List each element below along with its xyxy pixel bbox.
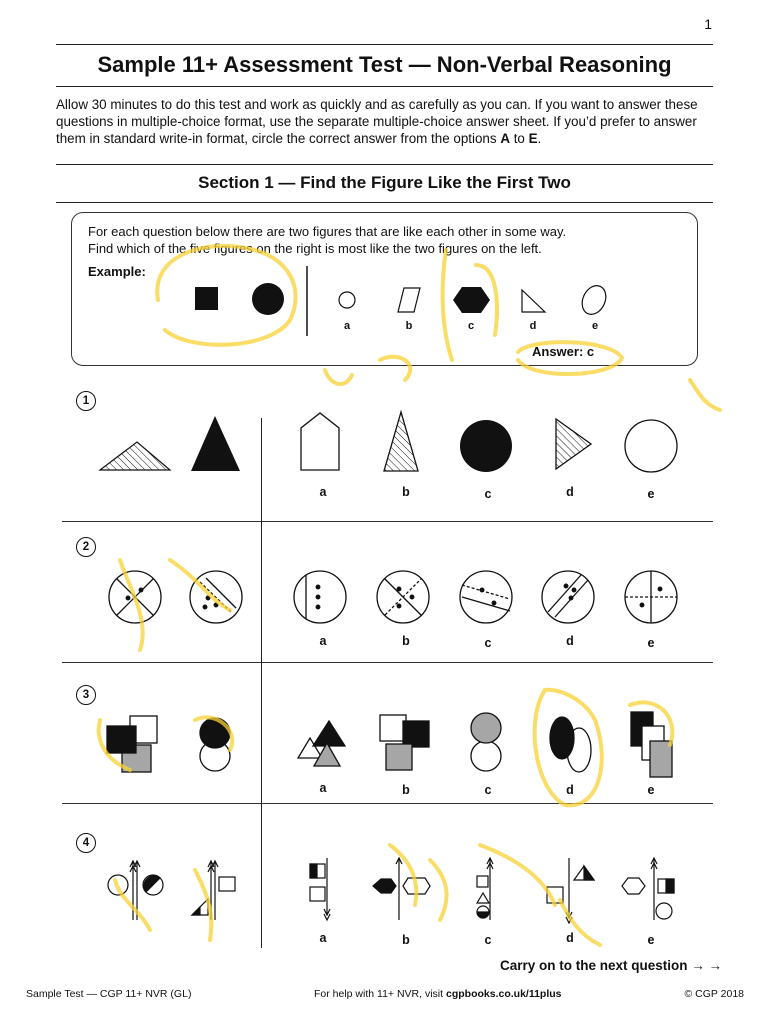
q4-option-c-square — [477, 876, 488, 887]
footer-link[interactable]: cgpbooks.co.uk/11plus — [445, 988, 562, 1000]
q3-figure-2-black-circle — [200, 718, 230, 748]
q2-option-c-circle — [460, 571, 512, 623]
q4-option-e-circle — [656, 903, 672, 919]
q4-figure-2-square — [219, 877, 235, 891]
q4-option-b-black-hexagon — [373, 879, 396, 893]
question-1-number: 1 — [76, 391, 96, 411]
q3-option-d-label: d — [566, 783, 574, 797]
q4-option-c-label: c — [484, 933, 492, 947]
footer-center — [314, 988, 562, 1000]
q2-option-d-label: d — [566, 634, 574, 648]
q1-option-b-label: b — [402, 485, 410, 499]
q2-option-c-label: c — [484, 636, 492, 650]
question-1-figures — [100, 412, 677, 472]
example-option-b-label: b — [405, 320, 413, 332]
highlight-loop-answer — [518, 342, 622, 374]
question-4-number: 4 — [76, 833, 96, 853]
question-2-number: 2 — [76, 537, 96, 557]
q3-option-a-black-triangle — [313, 721, 345, 746]
q4-option-e-hexagon — [622, 878, 645, 894]
q1-option-b-triangle — [384, 412, 418, 471]
q4-option-a-label: a — [319, 931, 327, 945]
q1-option-a-pentagon — [301, 413, 339, 470]
instruction-line-1: For each question below there are two figures that are like each other in some way. — [88, 224, 567, 239]
example-option-d-label: d — [529, 320, 537, 332]
q3-option-d-black-ellipse — [550, 717, 574, 759]
q2-option-a-label: a — [319, 634, 327, 648]
q1-option-e-circle — [625, 420, 677, 472]
q1-option-c-label: c — [484, 487, 492, 501]
q3-option-a-label: a — [319, 781, 327, 795]
intro-option-a: A — [500, 131, 510, 146]
q1-option-d-triangle — [556, 419, 591, 469]
example-option-e-label: e — [591, 320, 599, 332]
q4-option-e-label: e — [647, 933, 655, 947]
highlighter-marks — [99, 246, 720, 945]
example-option-a-label: a — [343, 320, 351, 332]
question-3-number: 3 — [76, 685, 96, 705]
footer-right: © CGP 2018 — [684, 988, 744, 1000]
question-4-figures — [108, 858, 674, 923]
q3-option-c-white-circle — [471, 741, 501, 771]
q3-option-b-white-square — [380, 715, 406, 741]
carry-on-note: Carry on to the next question → → — [499, 958, 722, 973]
q1-hatched-triangle — [100, 442, 170, 470]
intro-text: Allow 30 minutes to do this test and work as quickly and as carefully as you can. If you want to answer these questions in multiple-choice format, use the separate multiple-choice answer sheet. If you’d prefer to answer them in standard write-in format, circle the correct answer from the options — [56, 97, 698, 146]
q2-option-d-circle — [542, 571, 594, 623]
highlight-loop-example — [157, 246, 295, 345]
example-answer: Answer: c — [532, 344, 595, 359]
q1-option-c-circle — [460, 420, 512, 472]
q1-option-d-label: d — [566, 485, 574, 499]
q3-option-c-label: c — [484, 783, 492, 797]
footer-center-prefix: For help with 11+ NVR, visit — [314, 988, 446, 1000]
footer-left: Sample Test — CGP 11+ NVR (GL) — [26, 988, 192, 1000]
q3-option-c-grey-circle — [471, 713, 501, 743]
q2-option-e-label: e — [647, 636, 655, 650]
q3-figure-1-black-square — [107, 726, 136, 753]
page-number: 1 — [704, 16, 712, 32]
instruction-line-2: Find which of the five figures on the right is most like the two figures on the left. — [88, 241, 542, 256]
page-title: Sample 11+ Assessment Test — Non-Verbal Reasoning — [97, 52, 672, 77]
section-title: Section 1 — Find the Figure Like the First Two — [198, 173, 571, 192]
q3-option-b-black-square — [403, 721, 429, 747]
q4-option-b-label: b — [402, 933, 410, 947]
q2-option-b-label: b — [402, 634, 410, 648]
example-label: Example: — [88, 264, 146, 279]
intro-end: . — [537, 131, 542, 146]
intro-to: to — [509, 131, 529, 146]
q4-option-d-label: d — [566, 931, 574, 945]
q1-option-a-label: a — [319, 485, 327, 499]
q4-option-a-bottom-square — [310, 887, 325, 901]
q3-option-e-label: e — [647, 783, 655, 797]
intro-option-e: E — [528, 131, 538, 146]
question-3-figures — [107, 712, 672, 777]
q1-option-e-label: e — [647, 487, 655, 501]
q4-option-c-triangle — [477, 893, 489, 903]
q1-black-triangle — [191, 416, 240, 471]
q3-option-b-label: b — [402, 783, 410, 797]
example-option-c-label: c — [467, 320, 475, 332]
q3-option-b-grey-square — [386, 744, 412, 770]
